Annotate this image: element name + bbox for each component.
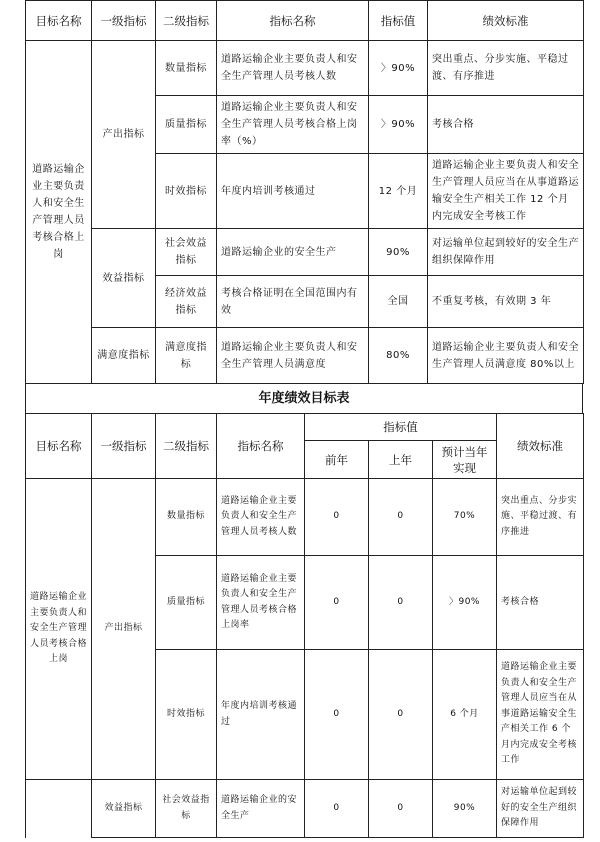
standard-cell: 不重复考核，有效期 3 年 [428, 276, 584, 328]
standard-cell: 考核合格 [497, 556, 584, 650]
level2-cell: 经济效益指标 [156, 276, 217, 328]
level2-cell: 社会效益指标 [156, 229, 217, 276]
expected-value-cell: 6 个月 [433, 650, 497, 780]
header-prev1: 上年 [369, 441, 433, 479]
indicator-name-cell: 道路运输企业主要负责人和安全生产管理人员考核人数 [217, 41, 369, 96]
level2-cell: 数量指标 [156, 479, 217, 556]
header-level1: 一级指标 [92, 1, 156, 41]
table-row [26, 328, 584, 384]
prev2-value-cell: 0 [305, 780, 369, 838]
level2-cell: 数量指标 [156, 41, 217, 96]
standard-cell: 考核合格 [428, 96, 584, 154]
standard-cell: 突出重点、分步实施、平稳过渡、有序推进 [497, 479, 584, 556]
standard-cell: 道路运输企业主要负责人和安全生产管理人员应当在从事道路运输安全生产相关工作 12 个月内完成安全考核工作 [428, 154, 584, 229]
level2-cell: 时效指标 [156, 154, 217, 229]
indicator-name-cell: 道路运输企业的安全生产 [217, 229, 369, 276]
level1-output-cell: 产出指标 [92, 479, 156, 780]
indicator-name-cell: 道路运输企业主要负责人和安全生产管理人员考核合格上岗率（%） [217, 96, 369, 154]
standard-cell: 道路运输企业主要负责人和安全生产管理人员应当在从事道路运输安全生产相关工作 6 个月内完成安全考核工作 [497, 650, 584, 780]
standard-cell: 对运输单位起到较好的安全生产组织保障作用 [497, 780, 584, 838]
level1-output-cell: 产出指标 [92, 41, 156, 229]
goal-cell-continued [26, 780, 92, 838]
level2-cell: 质量指标 [156, 96, 217, 154]
level1-benefit-cell: 效益指标 [92, 780, 156, 838]
prev1-value-cell: 0 [369, 650, 433, 780]
standard-cell: 道路运输企业主要负责人和安全生产管理人员满意度 80%以上 [428, 328, 584, 384]
table-header-row [26, 1, 584, 41]
prev2-value-cell: 0 [305, 650, 369, 780]
indicator-name-cell: 道路运输企业的安全生产 [217, 780, 305, 838]
indicator-value-cell: 90% [369, 229, 428, 276]
expected-value-cell: 〉90% [433, 556, 497, 650]
table-row [26, 780, 584, 838]
level2-cell: 社会效益指标 [156, 780, 217, 838]
annual-performance-table [25, 413, 584, 838]
prev2-value-cell: 0 [305, 479, 369, 556]
indicator-name-cell: 道路运输企业主要负责人和安全生产管理人员满意度 [217, 328, 369, 384]
header-prev2: 前年 [305, 441, 369, 479]
header-indicator-name: 指标名称 [217, 414, 305, 479]
expected-value-cell: 70% [433, 479, 497, 556]
annual-table-title: 年度绩效目标表 [25, 383, 583, 413]
indicator-name-cell: 道路运输企业主要负责人和安全生产管理人员考核人数 [217, 479, 305, 556]
indicator-name-cell: 道路运输企业主要负责人和安全生产管理人员考核合格上岗率 [217, 556, 305, 650]
standard-cell: 对运输单位起到较好的安全生产组织保障作用 [428, 229, 584, 276]
header-indicator-name: 指标名称 [217, 1, 369, 41]
level2-cell: 质量指标 [156, 556, 217, 650]
indicator-value-cell: 〉90% [369, 41, 428, 96]
indicator-name-cell: 年度内培训考核通过 [217, 650, 305, 780]
standard-cell: 突出重点、分步实施、平稳过渡、有序推进 [428, 41, 584, 96]
indicator-value-cell: 12 个月 [369, 154, 428, 229]
header-expected: 预计当年实现 [433, 441, 497, 479]
header-goal: 目标名称 [26, 414, 92, 479]
header-goal: 目标名称 [26, 1, 92, 41]
prev2-value-cell: 0 [305, 556, 369, 650]
prev1-value-cell: 0 [369, 780, 433, 838]
indicator-value-cell: 全国 [369, 276, 428, 328]
level1-satisfaction-cell: 满意度指标 [92, 328, 156, 384]
level2-cell: 满意度指标 [156, 328, 217, 384]
header-standard: 绩效标准 [428, 1, 584, 41]
expected-value-cell: 90% [433, 780, 497, 838]
prev1-value-cell: 0 [369, 479, 433, 556]
header-level2: 二级指标 [156, 1, 217, 41]
prev1-value-cell: 0 [369, 556, 433, 650]
indicator-name-cell: 年度内培训考核通过 [217, 154, 369, 229]
level1-benefit-cell: 效益指标 [92, 229, 156, 328]
level2-cell: 时效指标 [156, 650, 217, 780]
indicator-name-cell: 考核合格证明在全国范围内有效 [217, 276, 369, 328]
performance-table [25, 0, 584, 384]
indicator-value-cell: 〉90% [369, 96, 428, 154]
header-level2: 二级指标 [156, 414, 217, 479]
header-indicator-value-group: 指标值 [305, 414, 497, 441]
table-row [26, 41, 584, 96]
header-level1: 一级指标 [92, 414, 156, 479]
header-standard: 绩效标准 [497, 414, 584, 479]
goal-cell: 道路运输企业主要负责人和安全生产管理人员考核合格上岗 [26, 479, 92, 780]
header-indicator-value: 指标值 [369, 1, 428, 41]
table-row [26, 479, 584, 556]
indicator-value-cell: 80% [369, 328, 428, 384]
table-header-row [26, 414, 584, 441]
goal-cell: 道路运输企业主要负责人和安全生产管理人员考核合格上岗 [26, 41, 92, 384]
table-row [26, 229, 584, 276]
